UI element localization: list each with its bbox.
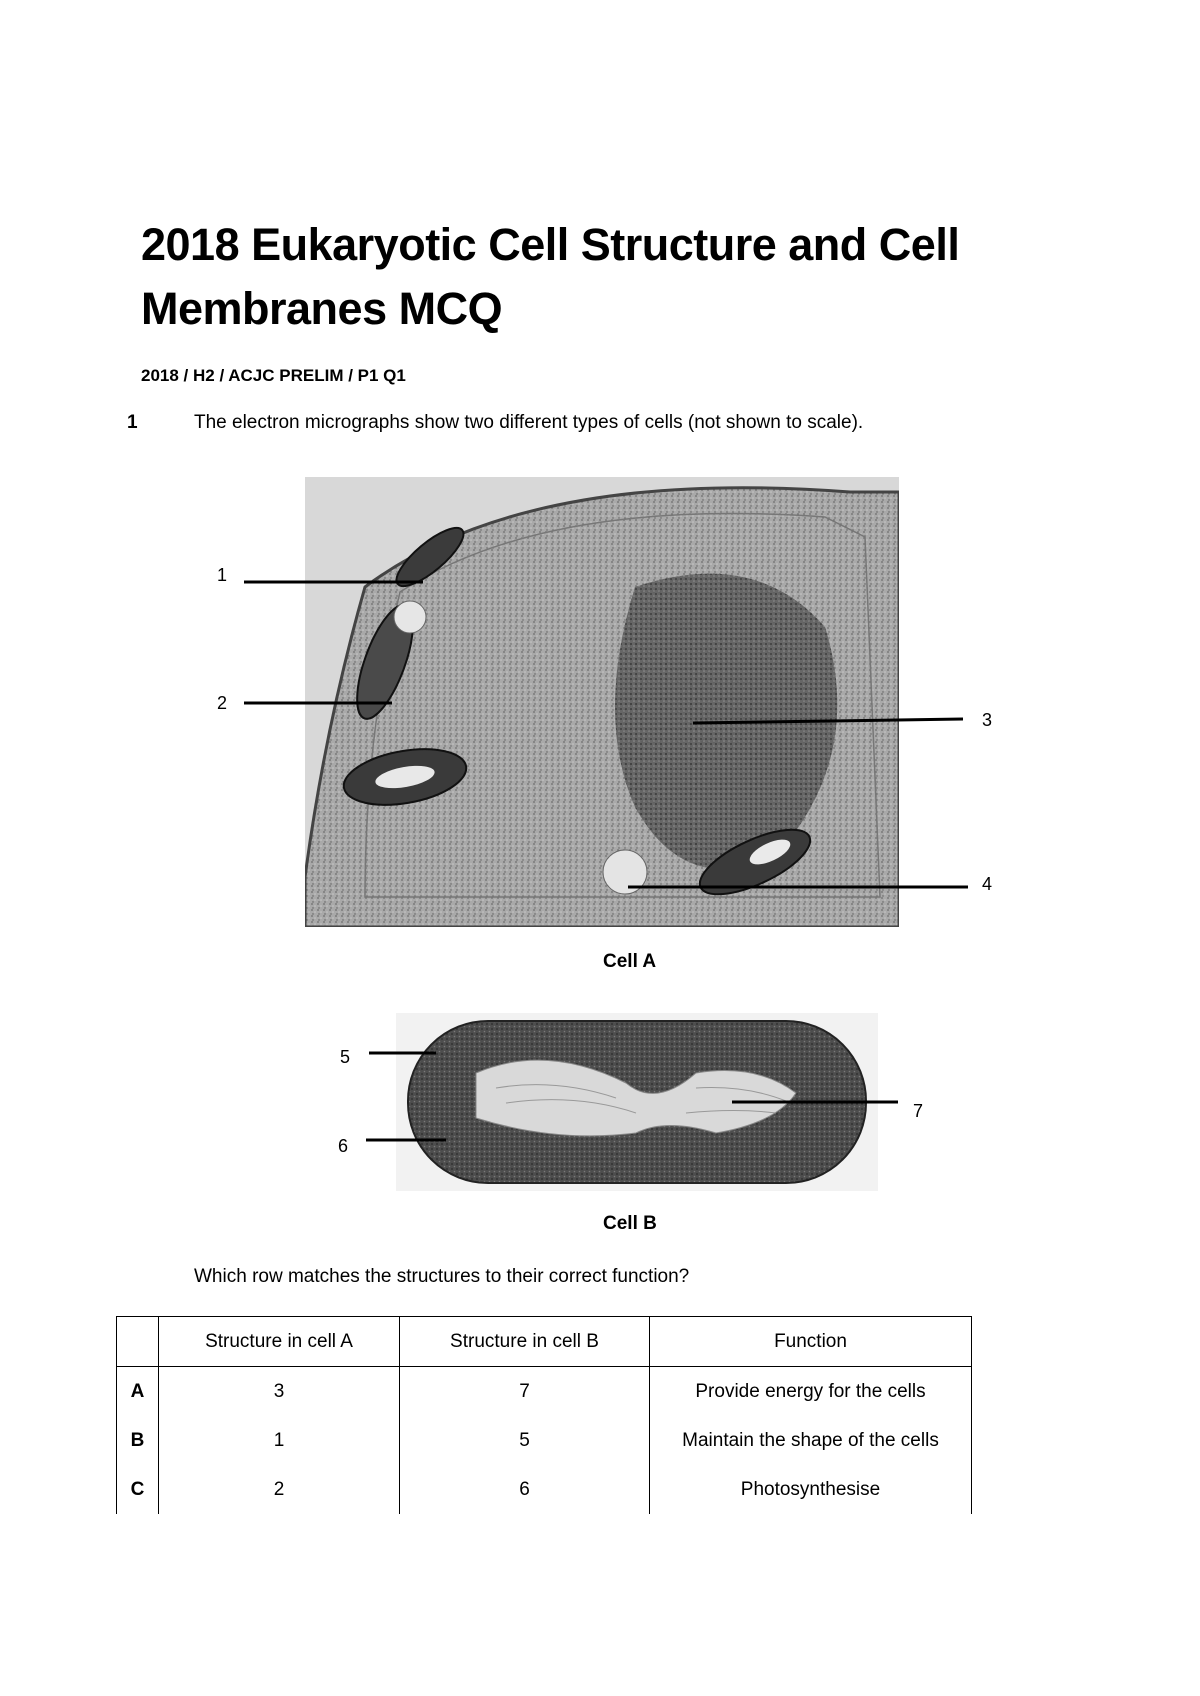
structure-b-value: 5 [400, 1416, 650, 1465]
table-header-row [117, 1317, 972, 1367]
header-function: Function [650, 1317, 972, 1367]
cell-b-micrograph [396, 1013, 878, 1191]
question-number: 1 [127, 412, 138, 433]
question-text: The electron micrographs show two different types of cells (not shown to scale). [194, 412, 864, 433]
page-title: 2018 Eukaryotic Cell Structure and Cell Membranes MCQ [141, 219, 960, 334]
cell-a-micrograph [305, 477, 899, 927]
option-label: B [117, 1416, 159, 1465]
cell-a-label-3: 3 [982, 710, 993, 730]
structure-a-value: 3 [159, 1367, 400, 1417]
cell-b-label-7: 7 [913, 1101, 924, 1121]
cell-a-label-4: 4 [982, 874, 993, 894]
question-prompt: Which row matches the structures to their correct function? [194, 1266, 690, 1287]
table-row[interactable] [117, 1465, 972, 1514]
function-value: Provide energy for the cells [650, 1367, 972, 1417]
function-value: Maintain the shape of the cells [650, 1416, 972, 1465]
option-label: A [117, 1367, 159, 1417]
cell-b-label-6: 6 [338, 1136, 349, 1156]
structure-a-value: 2 [159, 1465, 400, 1514]
option-label: C [117, 1465, 159, 1514]
header-blank [117, 1317, 159, 1367]
structure-b-value: 6 [400, 1465, 650, 1514]
cell-a-label-2: 2 [217, 693, 228, 713]
header-structure-b: Structure in cell B [400, 1317, 650, 1367]
cell-a-caption: Cell A [603, 951, 657, 972]
answer-table [116, 1316, 972, 1514]
structure-b-value: 7 [400, 1367, 650, 1417]
question-source: 2018 / H2 / ACJC PRELIM / P1 Q1 [141, 366, 406, 385]
cell-b-label-5: 5 [340, 1047, 351, 1067]
header-structure-a: Structure in cell A [159, 1317, 400, 1367]
cell-a-label-1: 1 [217, 565, 228, 585]
cell-b-caption: Cell B [603, 1213, 657, 1234]
function-value: Photosynthesise [650, 1465, 972, 1514]
table-row[interactable] [117, 1416, 972, 1465]
table-row[interactable] [117, 1367, 972, 1417]
structure-a-value: 1 [159, 1416, 400, 1465]
